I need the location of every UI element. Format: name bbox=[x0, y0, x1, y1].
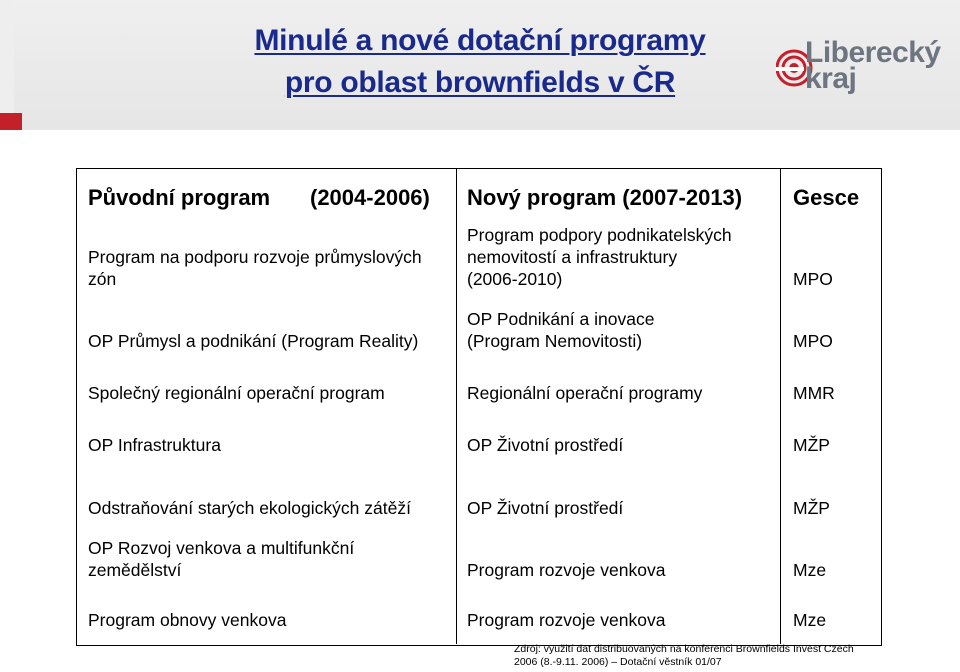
table-row-authority: MPO bbox=[793, 331, 833, 351]
table-row-original: OP Infrastruktura bbox=[88, 435, 221, 455]
header-new-program: Nový program (2007-2013) bbox=[467, 185, 743, 210]
table-row-authority: Mze bbox=[793, 560, 827, 580]
logo-wordmark bbox=[805, 36, 941, 95]
table-row-authority: MMR bbox=[793, 383, 835, 403]
table-row-original: OP Rozvoj venkova a multifunkční zemědělství bbox=[88, 538, 355, 580]
table-row-new: Program rozvoje venkova bbox=[467, 560, 666, 580]
table-row-authority: MPO bbox=[793, 269, 833, 289]
table-row-original: Program na podporu rozvoje průmyslových zón bbox=[88, 247, 422, 289]
source-note: Zdroj: využití dat distribuovaných na konferenci Brownfields Invest Czech 2006 (8.-9.11. 2006) – Dotační věstník 01/07 bbox=[514, 643, 854, 668]
red-accent-bar bbox=[0, 113, 22, 130]
table-row-new: OP Podnikání a inovace (Program Nemovitosti) bbox=[467, 309, 655, 351]
table-row-authority: Mze bbox=[793, 610, 827, 630]
table-row-new: Regionální operační programy bbox=[467, 383, 703, 403]
table-row-new: OP Životní prostředí bbox=[467, 498, 624, 518]
title-line-2: pro oblast brownfields v ČR bbox=[284, 66, 676, 99]
table-row-original: Odstraňování starých ekologických zátěží bbox=[88, 498, 411, 518]
logo-line-1: Liberecký bbox=[805, 36, 941, 69]
header-left-stripe bbox=[0, 0, 14, 130]
column-divider bbox=[456, 168, 457, 644]
header-authority: Gesce bbox=[793, 185, 860, 210]
header-original-period: (2004-2006) bbox=[310, 185, 430, 210]
title-line-1: Minulé a nové dotační programy bbox=[254, 24, 706, 57]
table-row-new: Program rozvoje venkova bbox=[467, 610, 666, 630]
column-divider bbox=[780, 168, 781, 644]
table-row-new: Program podpory podnikatelských nemovitostí a infrastruktury (2006-2010) bbox=[467, 225, 732, 289]
table-row-original: OP Průmysl a podnikání (Program Reality) bbox=[88, 331, 419, 351]
logo-line-2: kraj bbox=[805, 62, 857, 95]
slide-title bbox=[240, 20, 720, 104]
table-row-original: Společný regionální operační program bbox=[88, 383, 385, 403]
table-row-authority: MŽP bbox=[793, 435, 830, 455]
table-row-new: OP Životní prostředí bbox=[467, 435, 624, 455]
header-original-program: Původní program bbox=[88, 185, 271, 210]
table-row-authority: MŽP bbox=[793, 498, 830, 518]
table-row-original: Program obnovy venkova bbox=[88, 610, 287, 630]
